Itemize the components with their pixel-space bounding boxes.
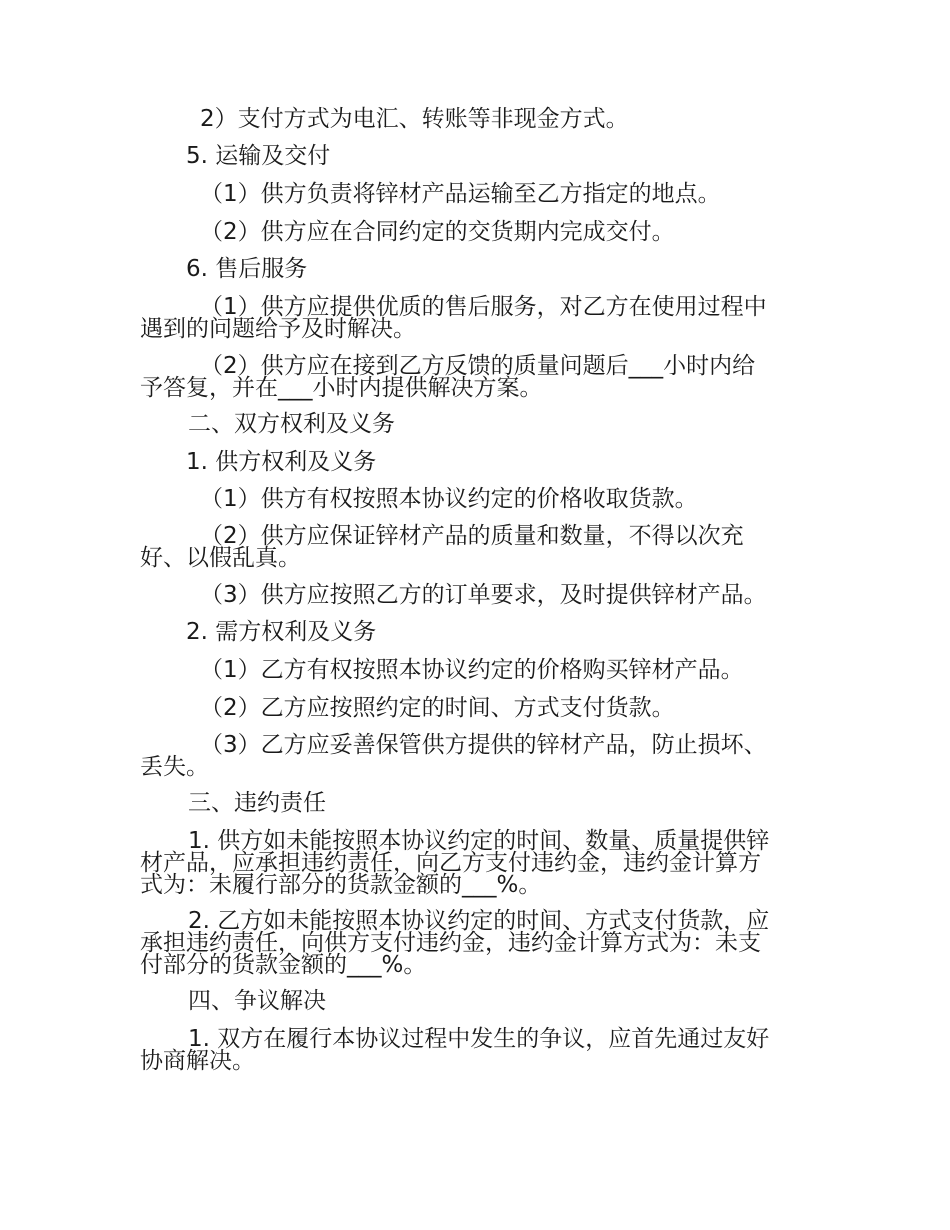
text-line-wrap: 协商解决。 — [140, 1048, 255, 1074]
text-line: （3）乙方应妥善保管供方提供的锌材产品，防止损坏、 — [200, 732, 767, 758]
chapter-heading: 三、违约责任 — [188, 790, 326, 816]
text-line: （1）供方负责将锌材产品运输至乙方指定的地点。 — [200, 181, 721, 207]
text-line: （1）乙方有权按照本协议约定的价格购买锌材产品。 — [200, 657, 744, 683]
text-line-wrap: 好、以假乱真。 — [140, 545, 301, 571]
text-line: （2）乙方应按照约定的时间、方式支付货款。 — [200, 695, 675, 721]
text-line-wrap: 材产品，应承担违约责任，向乙方支付违约金，违约金计算方 — [140, 850, 761, 876]
text-line: （2）供方应在接到乙方反馈的质量问题后___小时内给 — [200, 353, 756, 379]
section-heading: 5. 运输及交付 — [186, 143, 331, 169]
text-line: （1）供方有权按照本协议约定的价格收取货款。 — [200, 486, 698, 512]
text-line-wrap: 遇到的问题给予及时解决。 — [140, 316, 416, 342]
text-line: 2）支付方式为电汇、转账等非现金方式。 — [200, 106, 629, 132]
section-heading: 2. 需方权利及义务 — [186, 619, 377, 645]
text-line: 1. 双方在履行本协议过程中发生的争议，应首先通过友好 — [188, 1026, 770, 1052]
text-line: （2）供方应在合同约定的交货期内完成交付。 — [200, 219, 675, 245]
text-line: （3）供方应按照乙方的订单要求，及时提供锌材产品。 — [200, 582, 767, 608]
text-line-wrap: 予答复，并在___小时内提供解决方案。 — [140, 375, 543, 401]
section-heading: 6. 售后服务 — [186, 256, 308, 282]
text-line: （1）供方应提供优质的售后服务，对乙方在使用过程中 — [200, 294, 767, 320]
text-line: 2. 乙方如未能按照本协议约定的时间、方式支付货款，应 — [188, 908, 770, 934]
text-line: 1. 供方如未能按照本协议约定的时间、数量、质量提供锌 — [188, 828, 770, 854]
text-line-wrap: 式为：未履行部分的货款金额的___%。 — [140, 872, 542, 898]
chapter-heading: 二、双方权利及义务 — [188, 411, 395, 437]
chapter-heading: 四、争议解决 — [188, 988, 326, 1014]
section-heading: 1. 供方权利及义务 — [186, 449, 377, 475]
text-line-wrap: 承担违约责任，向供方支付违约金，违约金计算方式为：未支 — [140, 930, 761, 956]
text-line: （2）供方应保证锌材产品的质量和数量，不得以次充 — [200, 523, 744, 549]
text-line-wrap: 付部分的货款金额的___%。 — [140, 952, 427, 978]
text-line-wrap: 丢失。 — [140, 754, 209, 780]
